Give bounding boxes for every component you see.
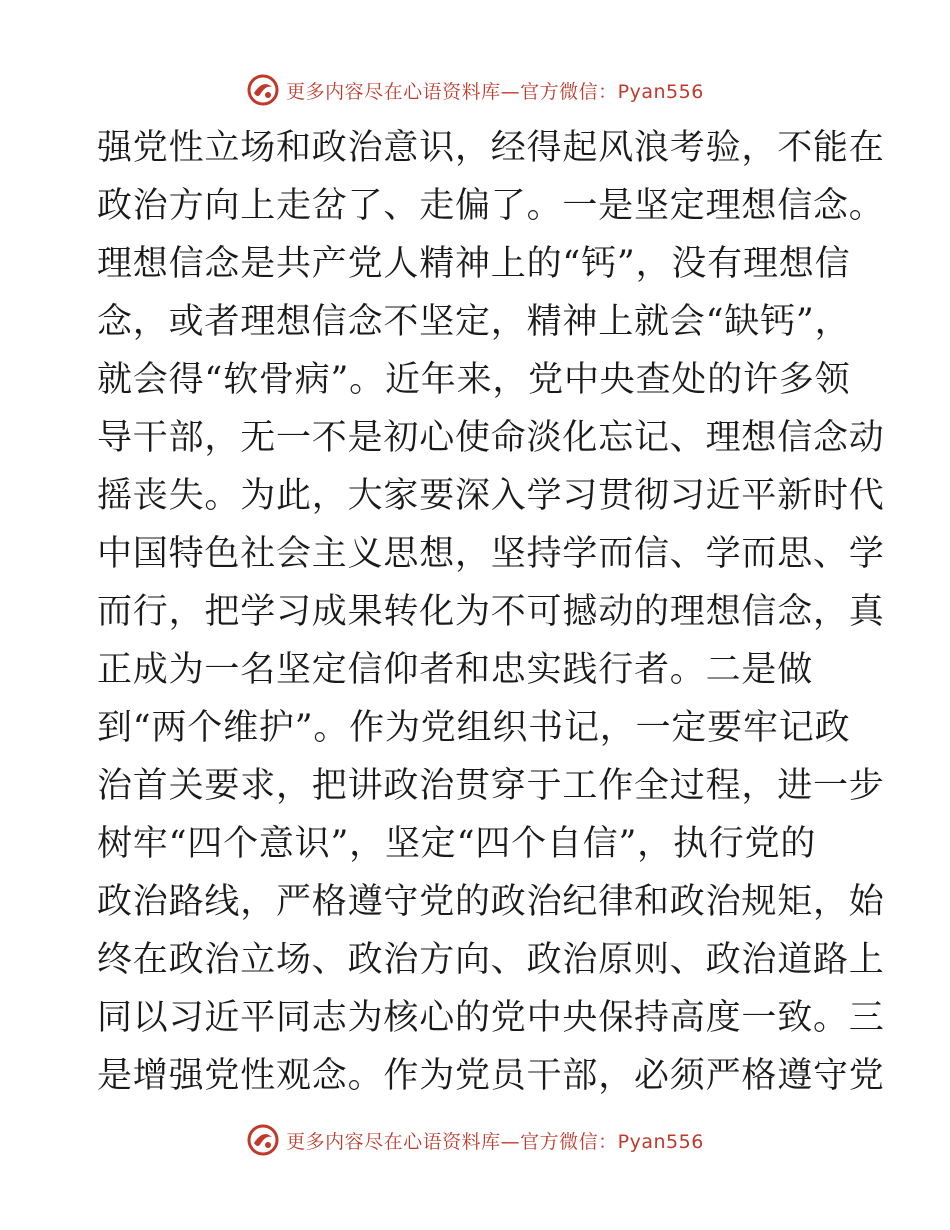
text-line: 治首关要求，把讲政治贯穿于工作全过程，进一步 (97, 766, 885, 806)
text-line: 政治方向上走岔了、走偏了。一是坚定理想信念。 (97, 186, 885, 226)
text-line: 正成为一名坚定信仰者和忠实践行者。二是做 (97, 650, 814, 690)
text-line: 中国特色社会主义思想，坚持学而信、学而思、学 (97, 534, 885, 574)
red-swirl-logo-icon (246, 73, 280, 107)
text-line: 是增强党性观念。作为党员干部，必须严格遵守党 (97, 1056, 885, 1096)
document-body (97, 124, 885, 1110)
text-line: 政治路线，严格遵守党的政治纪律和政治规矩，始 (97, 882, 885, 922)
header-watermark (0, 70, 950, 110)
watermark-text: 更多内容尽在心语资料库—官方微信：Pyan556 (286, 1130, 704, 1153)
text-line: 念，或者理想信念不坚定，精神上就会“缺钙”， (97, 302, 851, 342)
text-line: 同以习近平同志为核心的党中央保持高度一致。三 (97, 998, 885, 1038)
text-line: 强党性立场和政治意识，经得起风浪考验，不能在 (97, 128, 885, 168)
footer-watermark (0, 1120, 950, 1160)
red-swirl-logo-icon (246, 1123, 280, 1157)
text-line: 终在政治立场、政治方向、政治原则、政治道路上 (97, 940, 885, 980)
text-line: 而行，把学习成果转化为不可撼动的理想信念，真 (97, 592, 885, 632)
text-line: 理想信念是共产党人精神上的“钙”，没有理想信 (97, 244, 851, 284)
text-line: 就会得“软骨病”。近年来，党中央查处的许多领 (97, 360, 851, 400)
watermark-text: 更多内容尽在心语资料库—官方微信：Pyan556 (286, 80, 704, 103)
text-line: 树牢“四个意识”，坚定“四个自信”，执行党的 (97, 824, 817, 864)
text-line: 到“两个维护”。作为党组织书记，一定要牢记政 (97, 708, 851, 748)
text-line: 摇丧失。为此，大家要深入学习贯彻习近平新时代 (97, 476, 885, 516)
text-line: 导干部，无一不是初心使命淡化忘记、理想信念动 (97, 418, 885, 458)
